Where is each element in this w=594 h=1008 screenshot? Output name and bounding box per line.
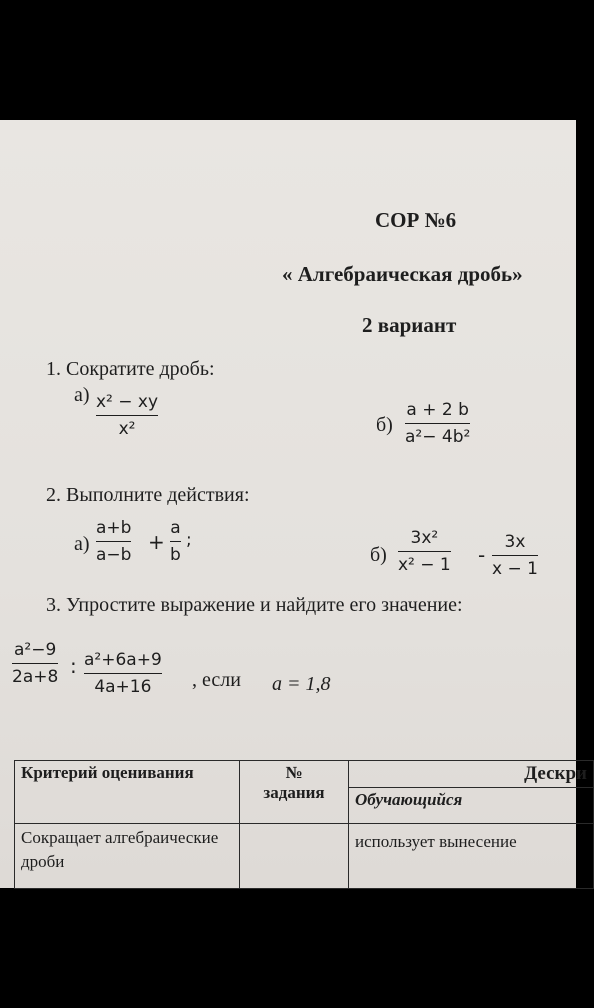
task-2a-fraction-2	[170, 518, 181, 565]
task-2a-label: а)	[74, 533, 90, 555]
division-sign: :	[70, 654, 77, 678]
fraction-numerator: a	[170, 518, 181, 538]
plus-sign: +	[148, 530, 165, 554]
table-row	[15, 824, 594, 889]
fraction-numerator: 3x²	[410, 528, 439, 548]
header-criterion: Критерий оценивания	[15, 761, 240, 824]
fraction-bar	[170, 541, 181, 542]
fraction-bar	[398, 551, 451, 552]
fraction-bar	[492, 555, 538, 556]
paper-sheet	[0, 120, 587, 888]
task-3-fraction-1	[12, 640, 58, 687]
task-1a-fraction	[96, 392, 158, 439]
fraction-bar	[96, 415, 158, 416]
variant-label: 2 вариант	[362, 313, 457, 337]
fraction-bar	[12, 663, 58, 664]
fraction-numerator: a²+6a+9	[84, 650, 162, 670]
row-criterion: Сокращает алгебраические дроби	[15, 824, 240, 889]
row-descriptor: использует вынесение	[349, 824, 594, 889]
fraction-numerator: a + 2 b	[406, 400, 469, 420]
semicolon: ;	[186, 530, 192, 550]
task-1b-label: б)	[376, 414, 393, 436]
header-learner: Обучающийся	[349, 788, 594, 824]
criteria-table	[14, 760, 594, 889]
task-2b-fraction-1	[398, 528, 451, 575]
row-task-number	[240, 824, 349, 889]
minus-sign: -	[478, 543, 486, 567]
task-2a-fraction-1	[96, 518, 131, 565]
task-2b-fraction-2	[492, 532, 538, 579]
given-value: a = 1,8	[272, 673, 331, 695]
fraction-bar	[84, 673, 162, 674]
fraction-numerator: x² − xy	[96, 392, 159, 412]
fraction-denominator: 4a+16	[94, 677, 152, 698]
task-1-text: 1. Сократите дробь:	[46, 358, 215, 380]
fraction-bar	[405, 423, 470, 424]
task-3-fraction-2	[84, 650, 162, 697]
fraction-denominator: a−b	[96, 545, 132, 566]
fraction-denominator: x² − 1	[398, 555, 451, 576]
fraction-bar	[96, 541, 131, 542]
task-2b-label: б)	[370, 544, 387, 566]
header-descriptor: Дескри	[349, 761, 594, 788]
task-3-text: 3. Упростите выражение и найдите его значение:	[46, 594, 463, 616]
page-title: СОР №6	[375, 208, 457, 232]
header-task-number: № задания	[240, 761, 349, 824]
table-header-row	[15, 761, 594, 788]
fraction-denominator: x − 1	[492, 559, 538, 580]
fraction-numerator: a²−9	[14, 640, 57, 660]
topic-title: « Алгебраическая дробь»	[282, 262, 523, 286]
if-text: , если	[192, 669, 241, 691]
fraction-numerator: 3x	[504, 532, 526, 552]
fraction-denominator: x²	[118, 419, 136, 440]
task-1a-label: а)	[74, 384, 90, 406]
fraction-denominator: 2a+8	[12, 667, 59, 688]
fraction-denominator: a²− 4b²	[405, 427, 471, 448]
task-1b-fraction	[405, 400, 470, 447]
fraction-numerator: a+b	[96, 518, 132, 538]
task-2-text: 2. Выполните действия:	[46, 484, 250, 506]
fraction-denominator: b	[170, 545, 181, 566]
